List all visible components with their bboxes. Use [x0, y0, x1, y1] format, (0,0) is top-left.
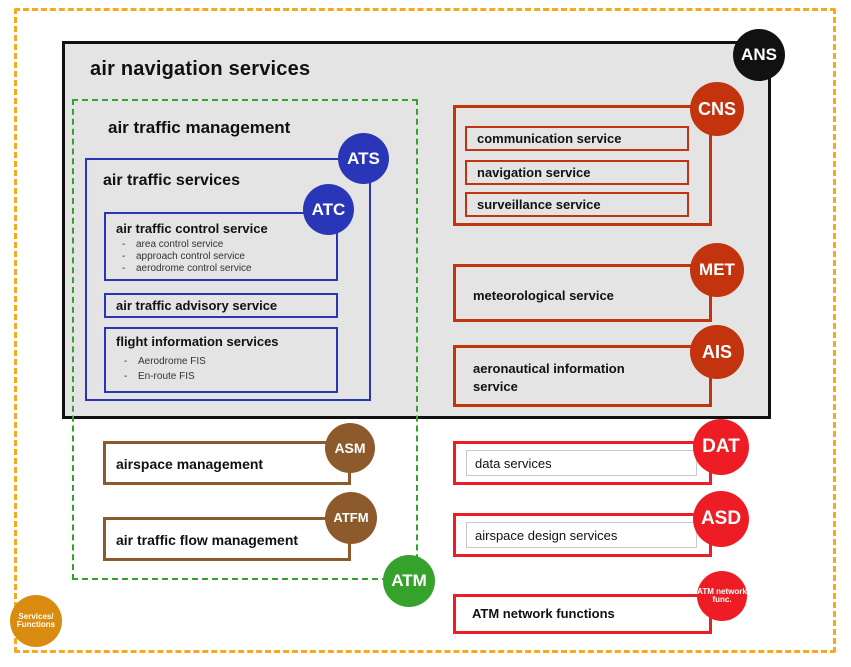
dash-bullet-icon: - — [122, 251, 126, 262]
dash-bullet-icon: - — [122, 263, 126, 274]
dash-bullet-icon: - — [124, 356, 128, 367]
dash-bullet-icon: - — [122, 239, 126, 250]
data-services-label: data services — [466, 450, 697, 476]
atm-network-functions-label: ATM network functions — [472, 606, 615, 621]
surveillance-service-box: surveillance service — [465, 192, 689, 217]
advisory-title: air traffic advisory service — [116, 298, 278, 313]
badge-atc: ATC — [303, 184, 354, 235]
badge-asm: ASM — [325, 423, 375, 473]
badge-services-functions-legend: Services/ Functions — [10, 595, 62, 647]
atm-title: air traffic management — [108, 118, 291, 137]
ais-label: aeronautical information service — [473, 361, 625, 394]
badge-dat: DAT — [693, 419, 749, 475]
ats-title: air traffic services — [103, 172, 240, 189]
atc-item — [122, 251, 252, 263]
badge-atm-network-func: ATM network func. — [697, 571, 747, 621]
navigation-service-box: navigation service — [465, 160, 689, 185]
badge-met: MET — [690, 243, 744, 297]
badge-cns: CNS — [690, 82, 744, 136]
atc-item — [122, 239, 252, 251]
badge-asd: ASD — [693, 491, 749, 547]
fis-item — [124, 369, 206, 384]
atc-item-list — [122, 239, 252, 275]
atc-item-label: area control service — [136, 239, 224, 250]
fis-item — [124, 354, 206, 369]
atc-title: air traffic control service — [116, 221, 268, 236]
badge-ais: AIS — [690, 325, 744, 379]
ans-title: air navigation services — [90, 58, 311, 80]
badge-ats: ATS — [338, 133, 389, 184]
airspace-design-services-label: airspace design services — [466, 522, 697, 548]
fis-item-label: En-route FIS — [138, 371, 195, 382]
fis-item-list — [124, 354, 206, 384]
communication-service-box: communication service — [465, 126, 689, 151]
atc-item — [122, 263, 252, 275]
badge-ans: ANS — [733, 29, 785, 81]
atc-item-label: aerodrome control service — [136, 263, 252, 274]
dash-bullet-icon: - — [124, 371, 128, 382]
met-label: meteorological service — [473, 288, 614, 303]
atfm-label: air traffic flow management — [116, 532, 299, 548]
badge-atfm: ATFM — [325, 492, 377, 544]
atc-item-label: approach control service — [136, 251, 245, 262]
asm-label: airspace management — [116, 456, 264, 472]
fis-item-label: Aerodrome FIS — [138, 356, 206, 367]
badge-atm: ATM — [383, 555, 435, 607]
fis-title: flight information services — [116, 334, 279, 349]
